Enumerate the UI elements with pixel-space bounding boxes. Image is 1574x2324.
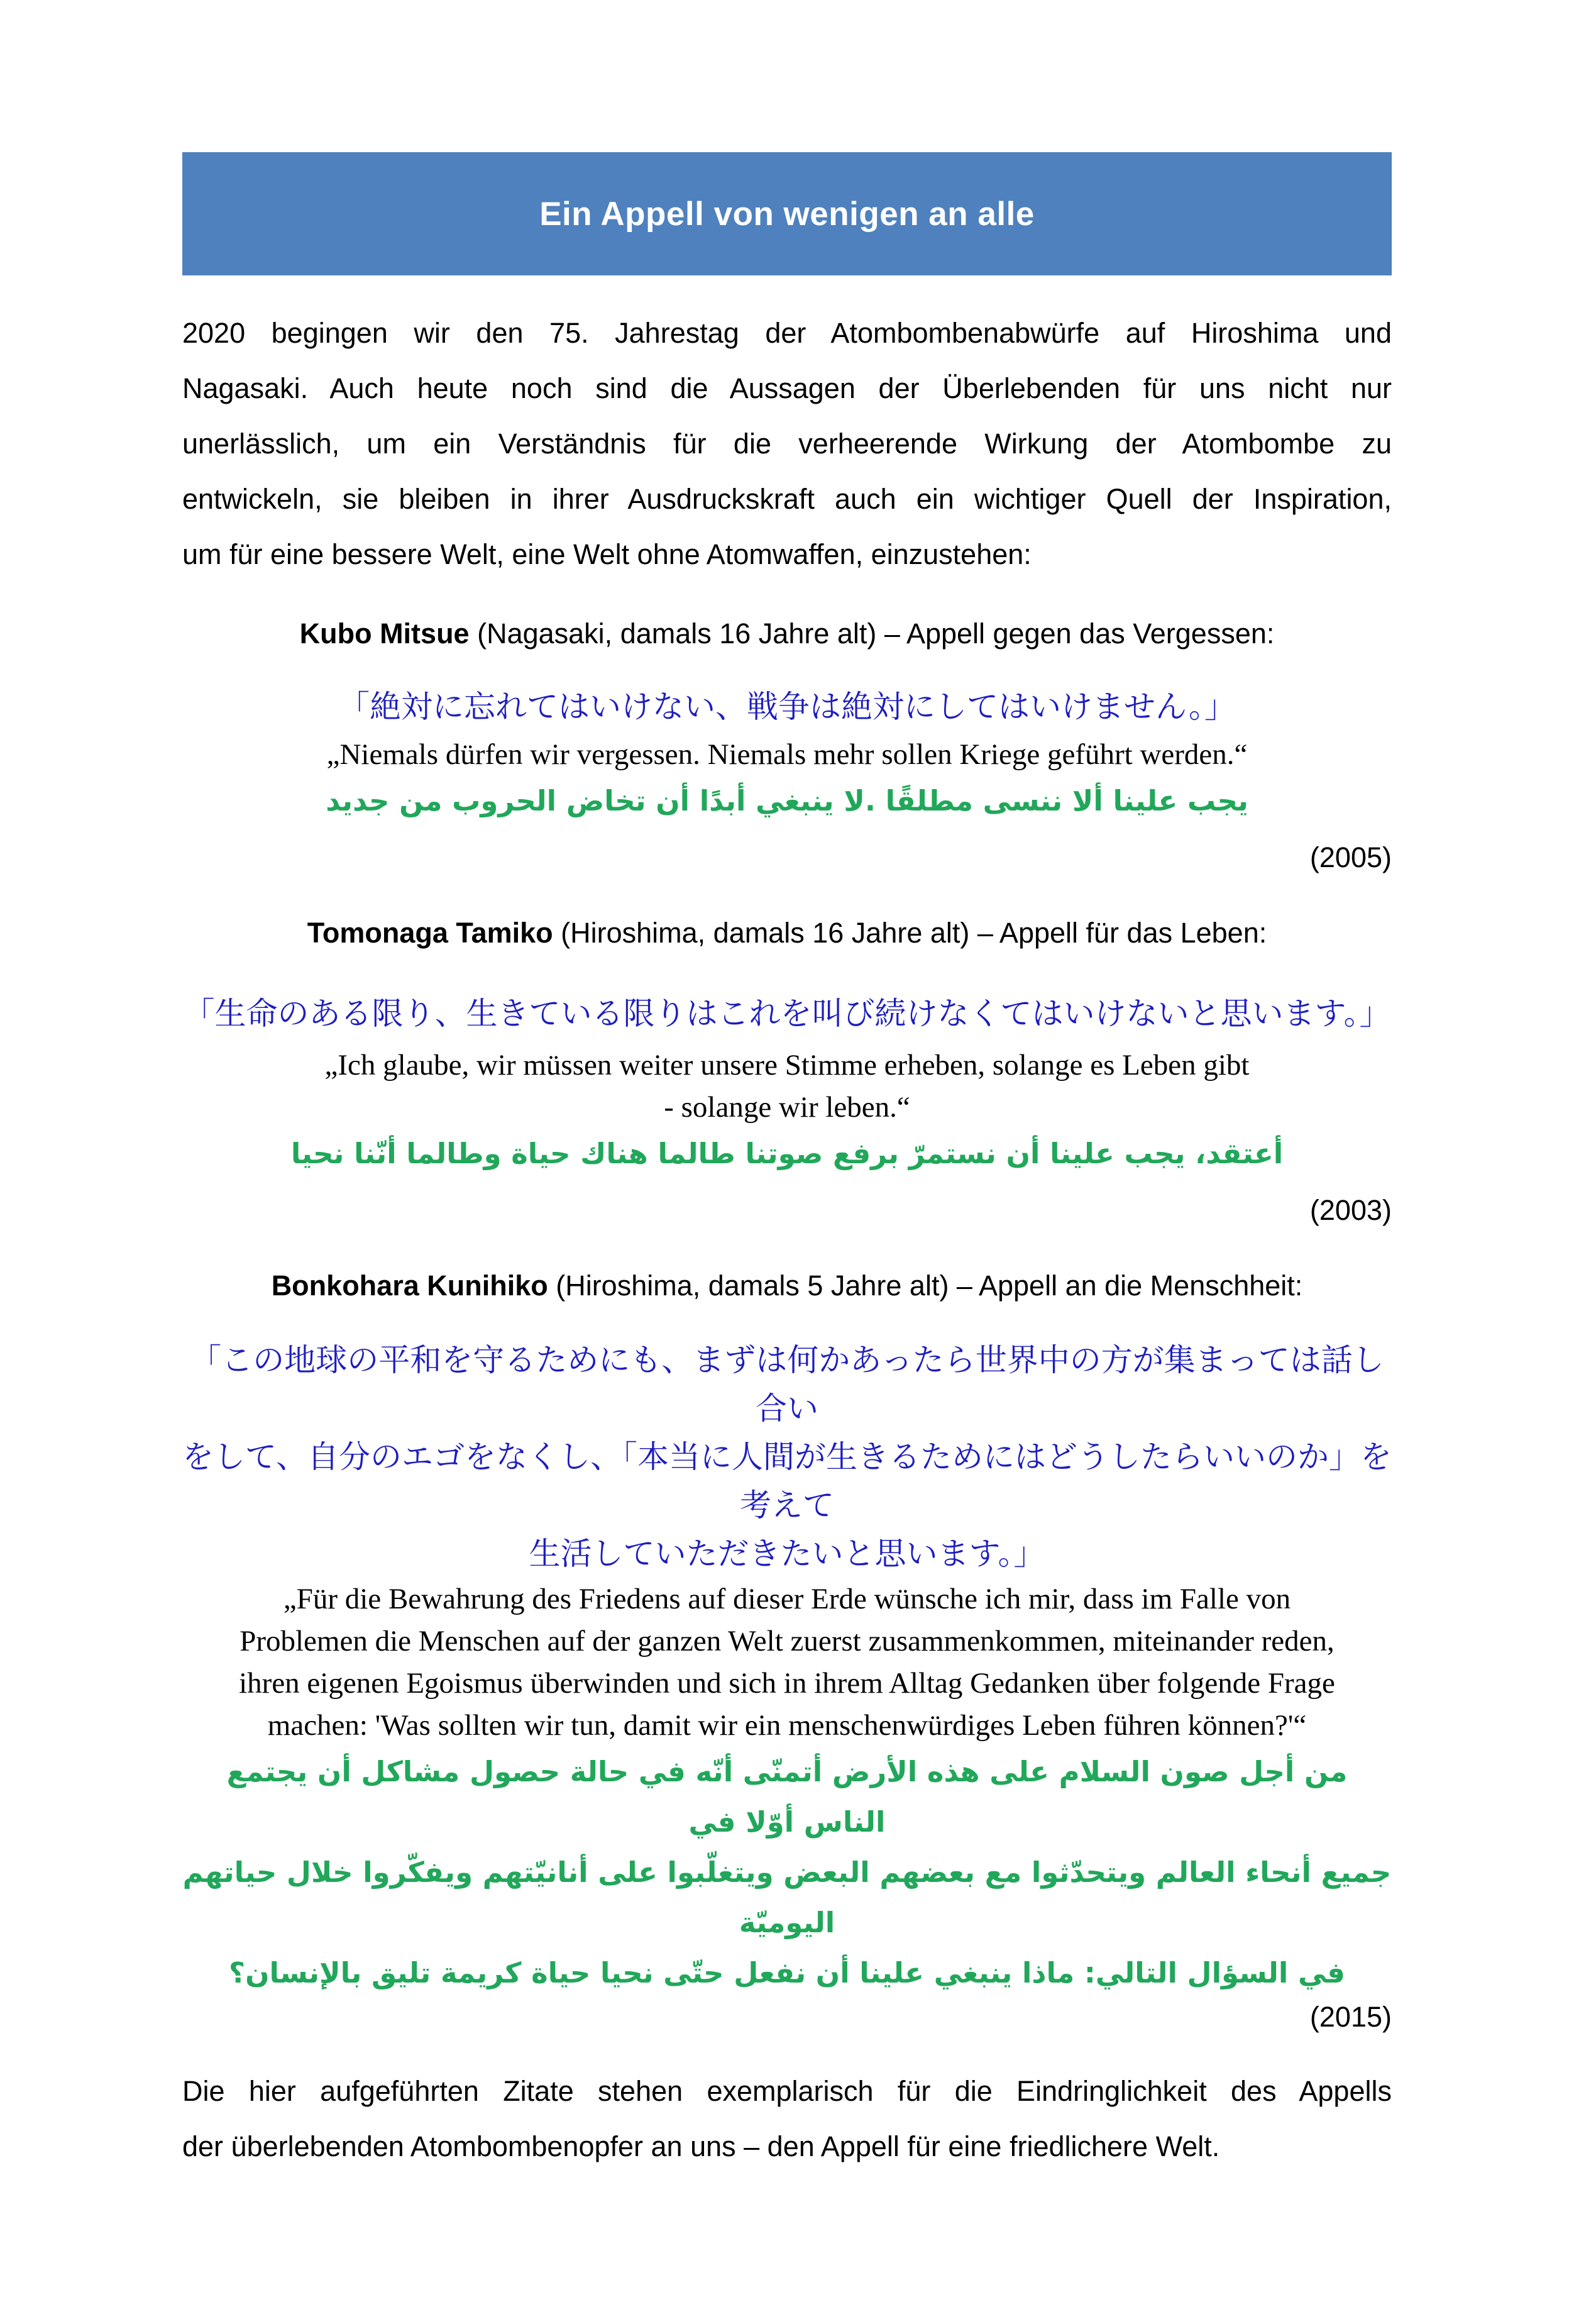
survivor-name: Bonkohara Kunihiko [271, 1270, 548, 1302]
german-translation-line: - solange wir leben.“ [664, 1091, 910, 1124]
arabic-translation-line: من أجل صون السلام على هذه الأرض أتمنّى أنّه في حالة حصول مشاكل أن يجتمع الناس أوّلا في [226, 1755, 1348, 1839]
quote-year: (2003) [1309, 1194, 1392, 1226]
quote-heading-kubo-mitsue [182, 615, 1392, 653]
survivor-info: (Hiroshima, damals 5 Jahre alt) – Appell an die Menschheit: [548, 1270, 1303, 1302]
intro-line: unerlässlich, um ein Verständnis für die verheerende Wirkung der Atombombe zu [182, 428, 1392, 460]
arabic-translation: أعتقد، يجب علينا أن نستمرّ برفع صوتنا طالما هناك حياة وطالما أنّنا نحيا [290, 1137, 1284, 1170]
arabic-translation-line: جميع أنحاء العالم ويتحدّثوا مع بعضهم البعض ويتغلّبوا على أنانيّتهم ويفكّروا خلال حياتهم اليوميّة [182, 1856, 1392, 1939]
german-translation-line: „Für die Bewahrung des Friedens auf dieser Erde wünsche ich mir, dass im Falle von [283, 1583, 1291, 1615]
document-content [182, 152, 1392, 2174]
japanese-quote: 「絶対に忘れてはいけない、戦争は絶対にしてはいけません。」 [338, 689, 1236, 725]
title-banner [182, 152, 1392, 275]
german-translation-line: machen: 'Was sollten wir tun, damit wir ein menschenwürdiges Leben führen können?'“ [267, 1709, 1307, 1742]
japanese-quote [182, 1336, 1392, 1578]
quote-heading-tomonaga-tamiko [182, 914, 1392, 952]
intro-line: Nagasaki. Auch heute noch sind die Aussagen der Überlebenden für uns nicht nur [182, 372, 1392, 404]
intro-paragraph [182, 306, 1392, 582]
german-translation-line: Problemen die Menschen auf der ganzen Welt zuerst zusammenkommen, miteinander reden, [239, 1625, 1335, 1657]
japanese-quote: 「生命のある限り、生きている限りはこれを叫び続けなくてはいけないと思います。」 [183, 995, 1391, 1032]
japanese-quote-line: 生活していただきたいと思います。」 [529, 1536, 1045, 1572]
german-translation-line: ihren eigenen Egoismus überwinden und sich in ihrem Alltag Gedanken über folgende Frage [239, 1667, 1335, 1700]
arabic-translation: يجب علينا ألا ننسى مطلقًا .لا ينبغي أبدًا أن تخاض الحروب من جديد [326, 784, 1248, 817]
document-title: Ein Appell von wenigen an alle [539, 195, 1035, 233]
arabic-translation [182, 1747, 1392, 1998]
survivor-name: Kubo Mitsue [299, 617, 470, 650]
survivor-info: (Nagasaki, damals 16 Jahre alt) – Appell gegen das Vergessen: [469, 617, 1275, 650]
survivor-info: (Hiroshima, damals 16 Jahre alt) – Appell für das Leben: [553, 917, 1267, 949]
german-translation: „Niemals dürfen wir vergessen. Niemals mehr sollen Kriege geführt werden.“ [326, 738, 1248, 771]
intro-line: 2020 begingen wir den 75. Jahrestag der Atombombenabwürfe auf Hiroshima und [182, 317, 1392, 349]
survivor-name: Tomonaga Tamiko [307, 917, 553, 949]
intro-line: entwickeln, sie bleiben in ihrer Ausdruckskraft auch ein wichtiger Quell der Inspiration, [182, 483, 1392, 515]
closing-paragraph [182, 2064, 1392, 2174]
intro-line: um für eine bessere Welt, eine Welt ohne Atomwaffen, einzustehen: [182, 538, 1032, 570]
german-translation [182, 1578, 1392, 1747]
quote-year: (2005) [1309, 841, 1392, 873]
japanese-quote-line: をして、自分のエゴをなくし、「本当に人間が生きるためにはどうしたらいいのか」を考えて [182, 1439, 1392, 1524]
quote-year: (2015) [1309, 2001, 1392, 2033]
quote-heading-bonkohara-kunihiko [182, 1267, 1392, 1305]
closing-line: Die hier aufgeführten Zitate stehen exemplarisch für die Eindringlichkeit des Appells [182, 2075, 1392, 2107]
german-translation-line: „Ich glaube, wir müssen weiter unsere Stimme erheben, solange es Leben gibt [324, 1049, 1250, 1082]
closing-line: der überlebenden Atombombenopfer an uns – den Appell für eine friedlichere Welt. [182, 2130, 1220, 2162]
german-translation [182, 1044, 1392, 1129]
japanese-quote-line: 「この地球の平和を守るためにも、まずは何かあったら世界中の方が集まっては話し合い [190, 1342, 1384, 1427]
arabic-translation-line: في السؤال التالي: ماذا ينبغي علينا أن نفعل حتّى نحيا حياة كريمة تليق بالإنسان؟ [228, 1956, 1346, 1989]
